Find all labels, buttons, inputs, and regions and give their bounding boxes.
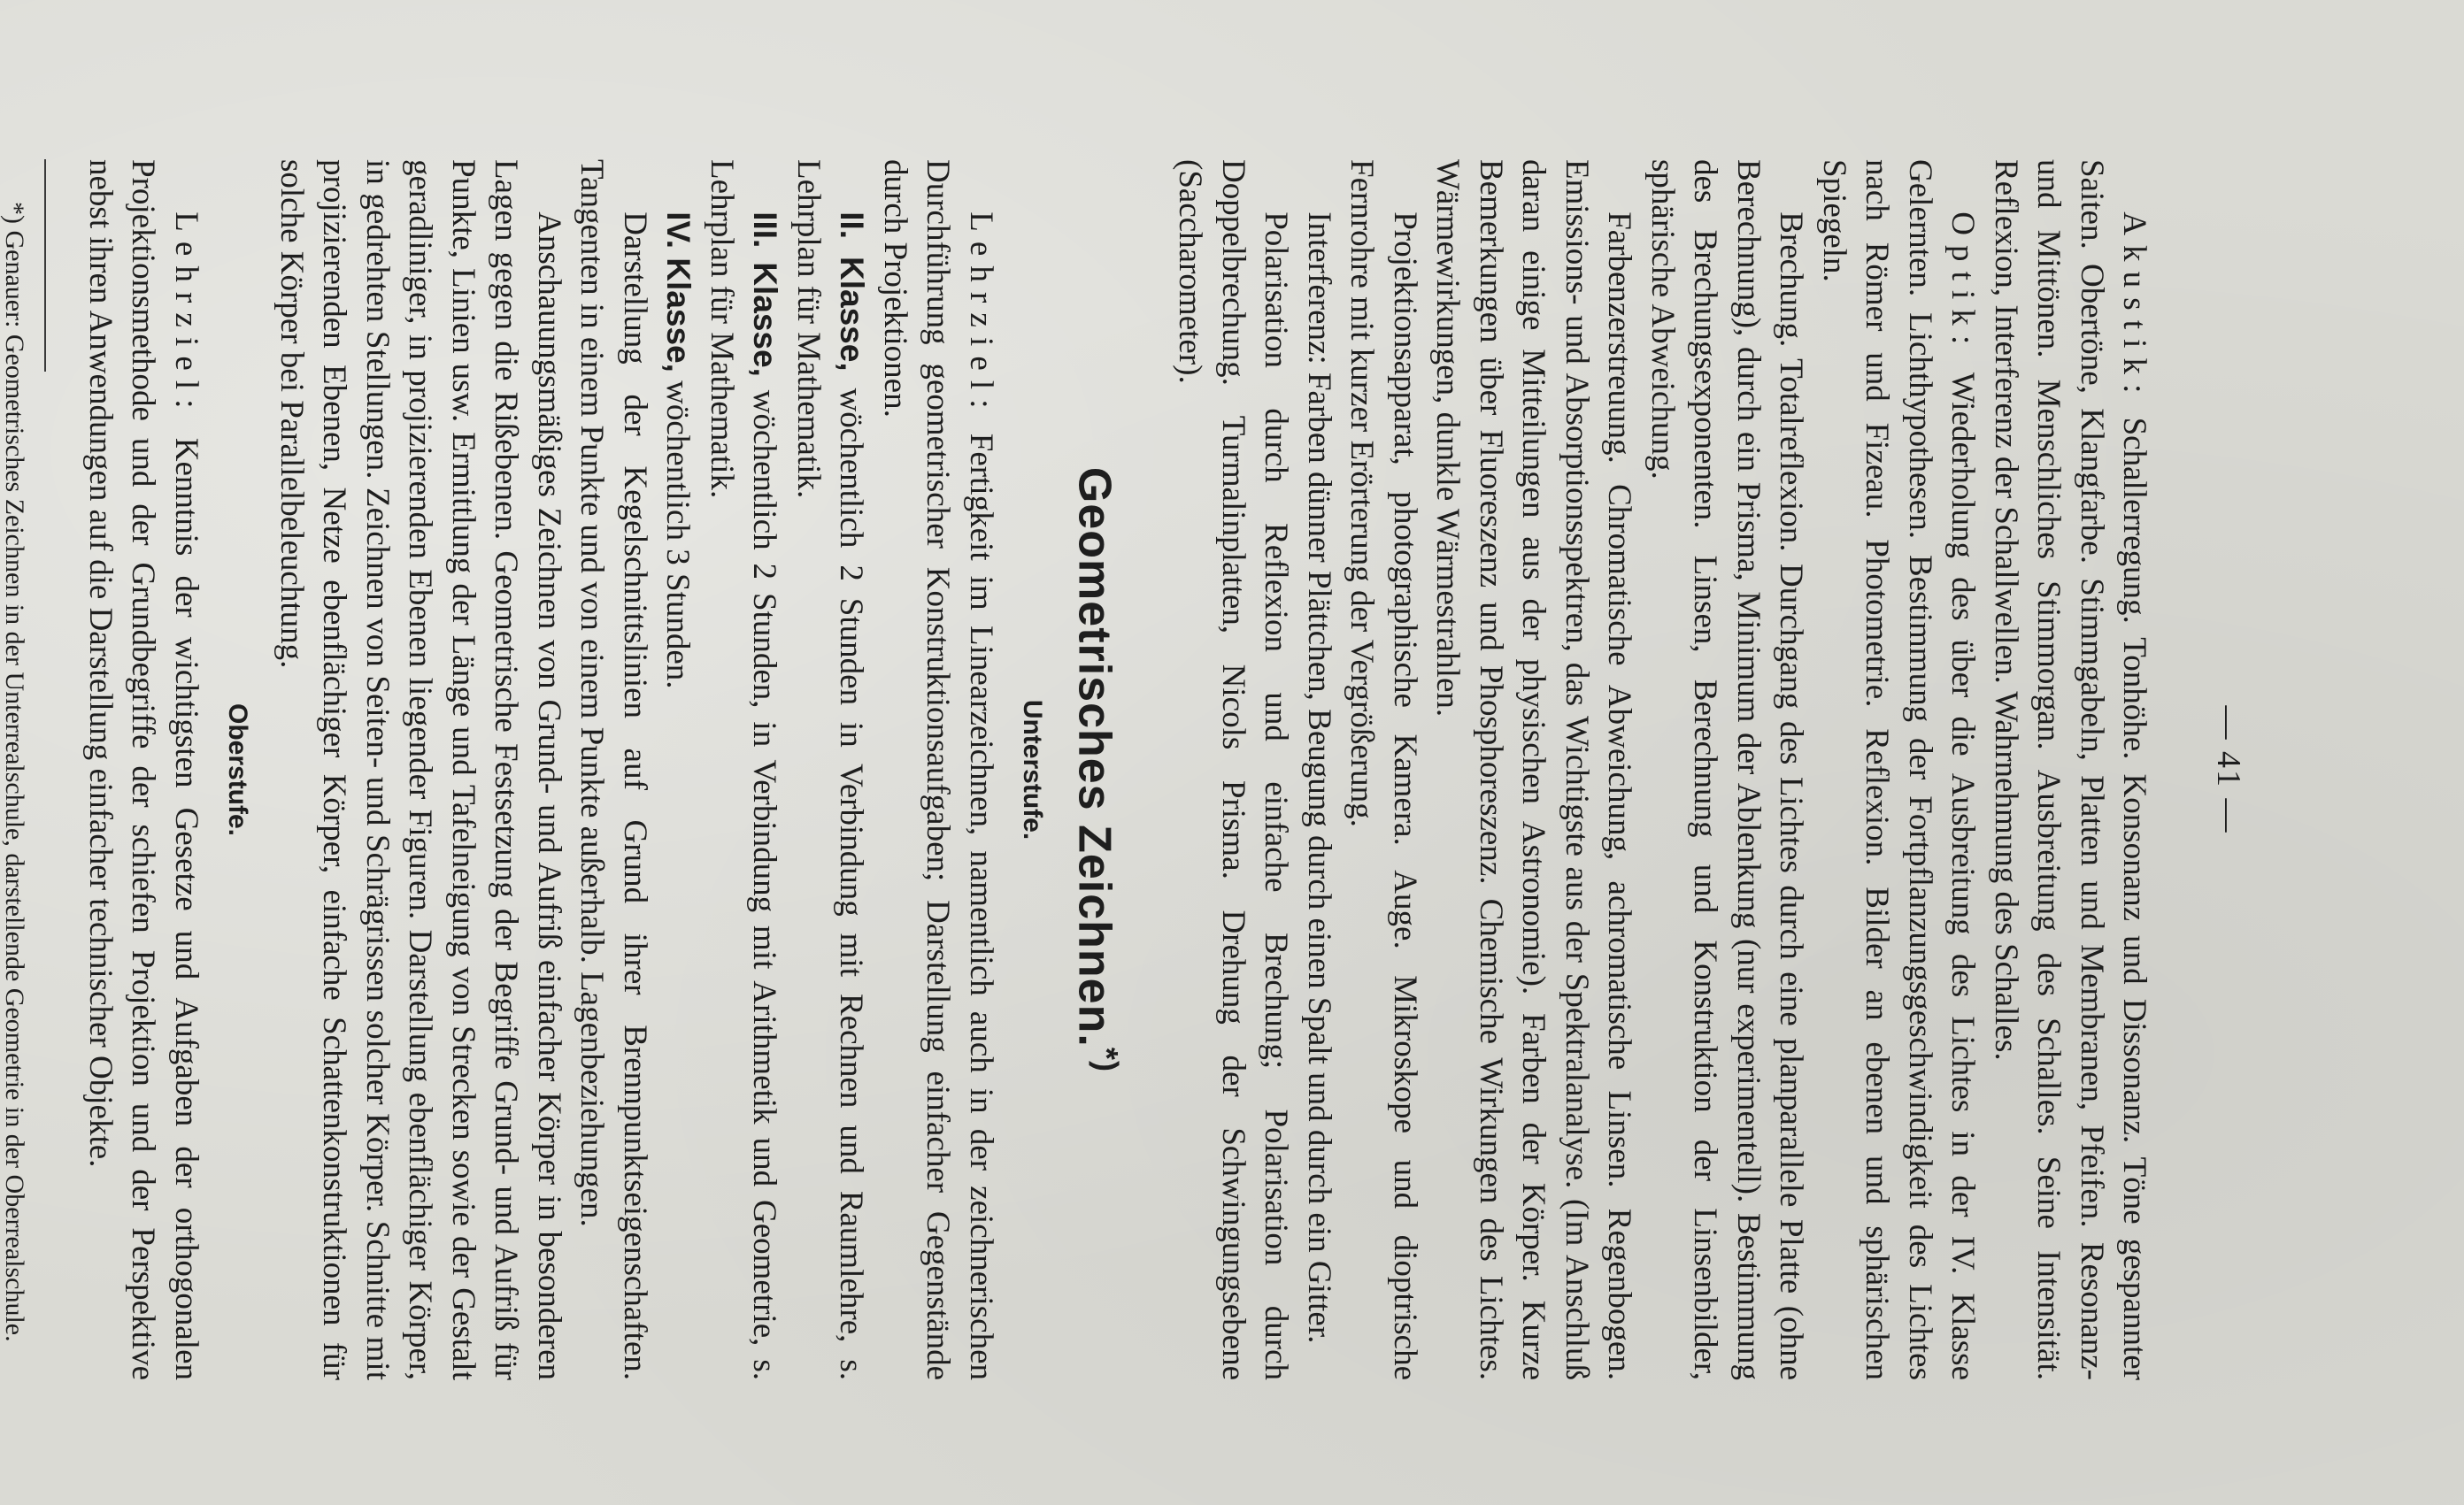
footnote: [0, 159, 32, 1380]
klasse-4-label: IV. Klasse,: [660, 211, 697, 372]
oberstufe-heading: Oberstufe.: [223, 703, 253, 837]
klasse-3-paragraph: [699, 159, 786, 1380]
optik-farbenzerstreuung-paragraph: Farbenzerstreuung. Chromatische Abweichung, achromatische Linsen. Regenbogen. Emissions- und Absorptionsspektren, das Wichtigste aus der Spektralanalyse. (Im Anschluß daran einige Mitteilungen aus der physischen Astronomie). Farben der Körper. Kurze Bemerkungen über Fluoreszenz und Phosphoreszenz. Chemische Wirkungen des Lichtes. Wärmewirkungen, dunkle Wärmestrahlen.: [1429, 159, 1638, 1380]
optik-text: Wiederholung des über die Ausbreitung des Lichtes in der IV. Klasse Gelernten. Lichthypothesen. Bestimmung der Fortpflanzungsgeschwindigkeit des Lichtes nach Römer und Fizeau. Photometrie. Reflexion. Bilder an ebenen und sphärischen Spiegeln.: [1816, 159, 1982, 1380]
unterstufe-heading: Unterstufe.: [1018, 699, 1048, 841]
optik-polarisation-paragraph: Polarisation durch Reflexion und einfache Brechung; Polarisation durch Doppelbrechung. Turmalinplatten, Nicols Prisma. Drehung der Schwingungsebene (Saccharometer).: [1172, 159, 1295, 1380]
klasse-3-label: III. Klasse,: [747, 211, 784, 377]
page-number: — 41 —: [2210, 705, 2247, 834]
klasse-2-label: II. Klasse,: [834, 211, 871, 372]
optik-heading: Optik:: [1944, 211, 1982, 355]
lehrziel-label: Lehrziel:: [962, 211, 999, 418]
klasse-4-kegelschnitte-paragraph: Darstellung der Kegelschnittslinien auf Grund ihrer Brennpunktseigenschaften. Tangenten in einem Punkte und von einem Punkte außerhalb. Lagenbeziehungen.: [574, 159, 653, 1380]
klasse-4-anschauung-paragraph: Anschauungsmäßiges Zeichnen von Grund- und Aufriß einfacher Körper in besonderen Lagen gegen die Rißebenen. Geometrische Festsetzung der Begriffe Grund- und Aufriß für Punkte, Linien usw. Ermittlung der Länge und Tafelneigung von Strecken sowie der Gestalt geradliniger, in projizierenden Ebenen liegender Figuren. Darstellung ebenflächiger Körper, in gedrehten Stellungen. Zeichnen von Seiten- und Schrägrissen solcher Körper. Schnitte mit projizierenden Ebenen, Netze ebenflächiger Körper, einfache Schattenkonstruktionen für solche Körper bei Parallelbeleuchtung.: [273, 159, 567, 1380]
optik-projektion-paragraph: Projektionsapparat, photographische Kamera. Auge. Mikroskope und dioptrische Fernrohre mit kurzer Erörterung der Vergrößerung.: [1344, 159, 1423, 1380]
klasse-4-text: wöchentlich 3 Stunden.: [659, 380, 697, 689]
klasse-2-paragraph: [786, 159, 873, 1380]
optik-paragraph: [1813, 159, 1984, 1380]
section-title-footnote-mark: *): [1089, 1047, 1125, 1073]
akustik-paragraph: [1984, 159, 2156, 1380]
klasse-2-text: wöchentlich 2 Stunden in Verbindung mit Rechnen und Raumlehre, s. Lehrplan für Mathematik.: [789, 159, 870, 1380]
section-title-text: Geometrisches Zeichnen.: [1068, 466, 1120, 1048]
footnote-text: Genauer: Geometrisches Zeichnen in der Unterrealschule, darstellende Geometrie in der Oberrealschule.: [0, 230, 30, 1342]
oberstufe-lehrziel-label: Lehrziel:: [167, 211, 204, 418]
document-page: [0, 35, 2321, 1469]
footnote-divider: [44, 159, 46, 372]
klasse-3-text: wöchentlich 2 Stunden, in Verbindung mit Arithmetik und Geometrie, s. Lehrplan für Mathematik.: [703, 159, 783, 1380]
unterstufe-lehrziel: [873, 159, 1002, 1380]
akustik-heading: Akustik:: [2116, 211, 2153, 403]
oberstufe-lehrziel-text: Kenntnis der wichtigsten Gesetze und Aufgaben der orthogonalen Projektionsmethode und der Grundbegriffe der schiefen Projektion und der Perspektive nebst ihren Anwendungen auf die Darstellung einfacher technischer Objekte.: [81, 159, 204, 1380]
klasse-4-paragraph: [656, 159, 700, 1380]
oberstufe-lehrziel: [78, 159, 207, 1380]
optik-interferenz-paragraph: Interferenz: Farben dünner Plättchen, Beugung durch einen Spalt und durch ein Gitter.: [1301, 211, 1337, 1344]
lehrziel-text: Fertigkeit im Linearzeichnen, namentlich auch in der zeichnerischen Durchführung geometrischer Konstruktionsaufgaben; Darstellung einfacher Gegenstände durch Projektionen.: [876, 159, 999, 1380]
optik-brechung-paragraph: Brechung. Totalreflexion. Durchgang des Lichtes durch eine planparallele Platte (ohne Berechnung), durch ein Prisma, Minimum der Ablenkung (nur experimentell). Bestimmung des Brechungsexponenten. Linsen, Berechnung und Konstruktion der Linsenbilder, sphärische Abweichung.: [1644, 159, 1810, 1380]
section-title: [1068, 159, 1128, 1380]
footnote-mark: *): [0, 202, 30, 224]
akustik-text: Schallerregung. Tonhöhe. Konsonanz und Dissonanz. Töne gespannter Saiten. Obertöne, Klangfarbe. Stimmgabeln, Platten und Membranen, Pfeifen. Resonanz- und Mittönen. Menschliches Stimmorgan. Ausbreitung des Schalles. Seine Intensität. Reflexion, Interferenz der Schallwellen. Wahrnehmung des Schalles.: [1988, 159, 2153, 1380]
